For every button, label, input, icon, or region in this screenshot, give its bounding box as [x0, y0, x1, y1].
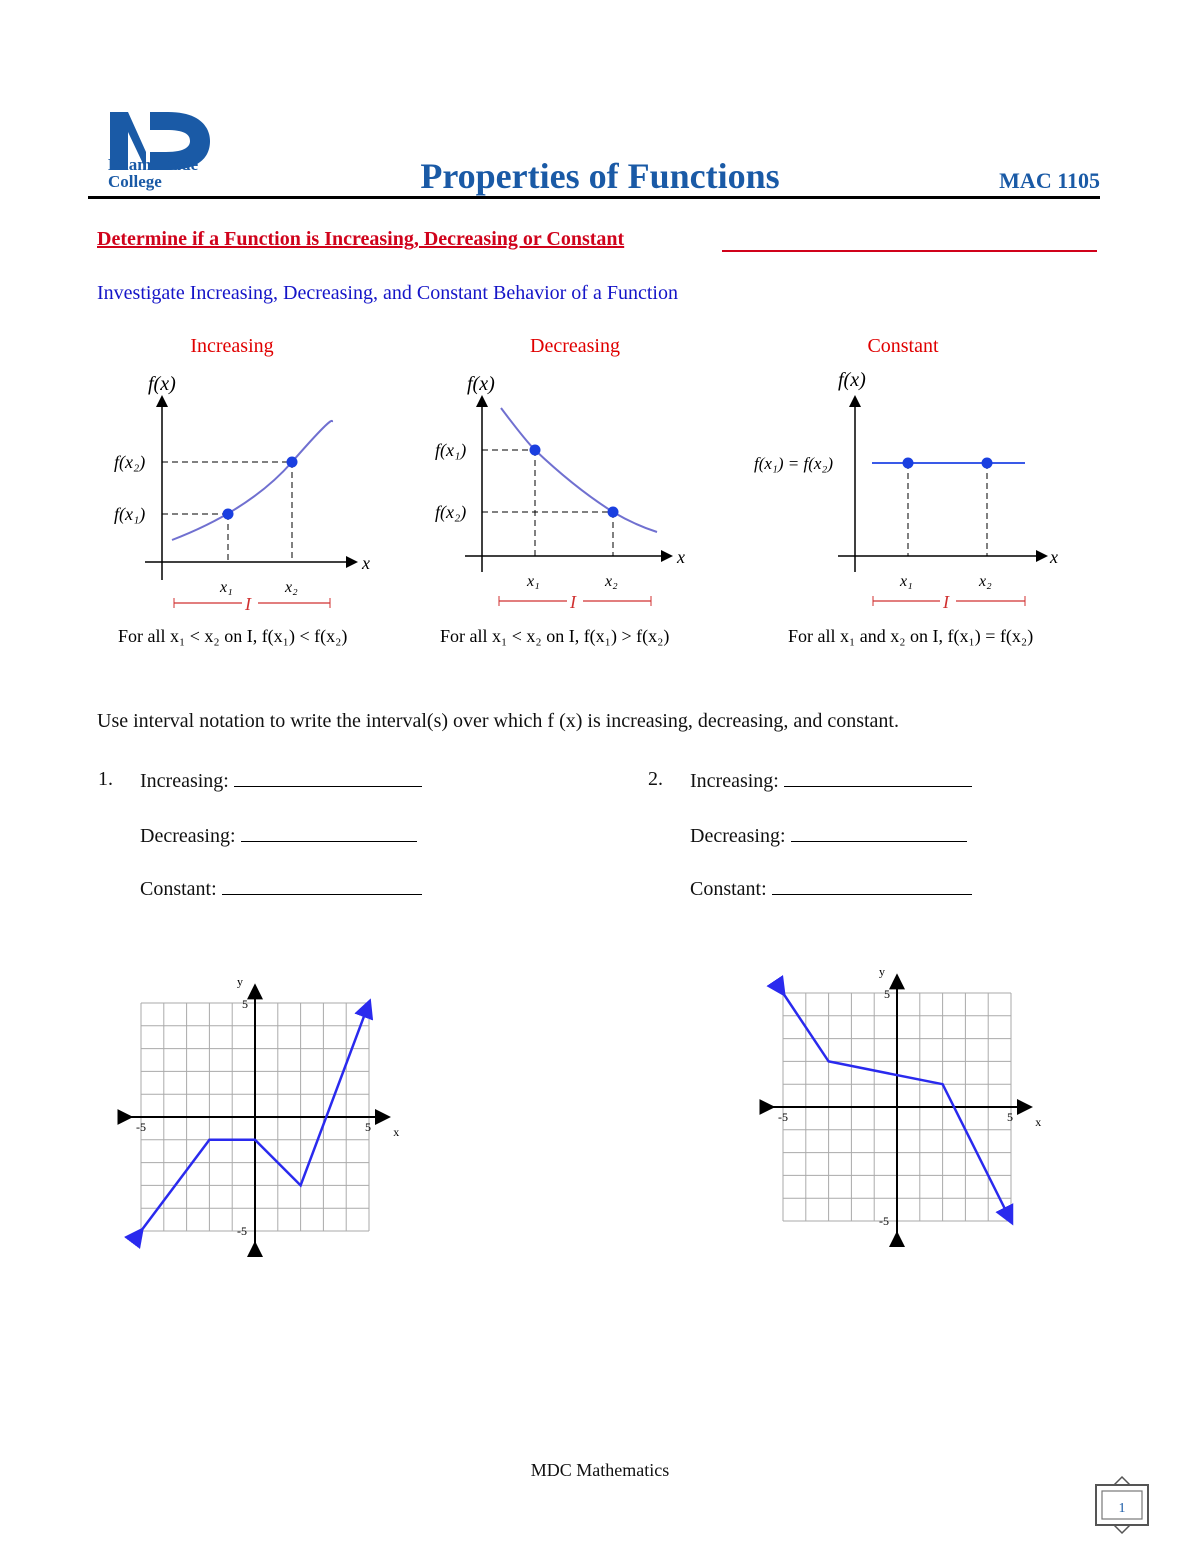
x-max-label: 5 [1007, 1110, 1013, 1124]
increasing-answer-blank[interactable] [234, 768, 422, 787]
point-2 [982, 458, 993, 469]
problem-2-graph [752, 950, 1052, 1250]
page-number-ornament [1090, 1475, 1154, 1535]
constant-label: Constant: [690, 878, 767, 900]
logo-line-2: College [108, 172, 162, 191]
college-logo-text [108, 156, 228, 190]
x-axis-label: x [677, 547, 685, 567]
problem-2-decreasing [690, 823, 967, 848]
tick-fx1-fx2: f(x₁) = f(x₂) [754, 454, 833, 473]
tick-x1: x₁ [900, 573, 913, 590]
tick-fx2: f(x₂) [114, 452, 146, 472]
y-axis-label: f(x) [838, 369, 866, 391]
y-max-label: 5 [884, 987, 890, 1001]
y-min-label: -5 [237, 1224, 247, 1238]
tick-x2: x₂ [605, 573, 618, 590]
decreasing-answer-blank[interactable] [791, 823, 967, 842]
tick-x2: x₂ [285, 579, 298, 596]
increasing-answer-blank[interactable] [784, 768, 972, 787]
tick-fx1: f(x₁) [114, 504, 146, 524]
interval-label: I [245, 594, 251, 614]
increasing-curve [172, 421, 332, 540]
problem-2-increasing [690, 768, 972, 793]
problem-1-decreasing [140, 823, 417, 848]
problem-2-number: 2. [648, 768, 663, 790]
decreasing-curve [501, 408, 657, 532]
section-heading-underline [722, 250, 1097, 252]
page-number: 1 [1118, 1501, 1126, 1516]
decreasing-caption: For all x₁ < x₂ on I, f(x₁) > f(x₂) [440, 626, 670, 646]
x-axis-label: x [393, 1125, 400, 1139]
interval-label: I [943, 592, 949, 612]
tick-x1: x₁ [527, 573, 540, 590]
footer-text: MDC Mathematics [530, 1460, 670, 1480]
tick-x1: x₁ [220, 579, 233, 596]
page-title: Properties of Functions [420, 156, 780, 196]
problem-1-constant [140, 876, 422, 901]
increasing-label: Increasing: [140, 770, 229, 792]
instruction-text: Use interval notation to write the interval(s) over which f (x) is increasing, decreasing, and constant. [97, 710, 899, 732]
point-2 [287, 457, 298, 468]
y-axis-label: y [879, 964, 885, 979]
decreasing-answer-blank[interactable] [241, 823, 417, 842]
problem-2-constant [690, 876, 972, 901]
constant-label: Constant [867, 335, 939, 357]
point-1 [223, 509, 234, 520]
x-max-label: 5 [365, 1120, 371, 1134]
point-1 [903, 458, 914, 469]
decreasing-diagram [425, 360, 725, 660]
y-min-label: -5 [879, 1214, 889, 1228]
tick-fx1: f(x₁) [435, 440, 467, 460]
y-axis-label: f(x) [467, 373, 495, 395]
decreasing-label: Decreasing: [140, 825, 236, 847]
x-axis-label: x [1035, 1115, 1042, 1129]
increasing-label: Increasing [190, 335, 274, 357]
increasing-diagram [100, 360, 400, 660]
intro-text: Investigate Increasing, Decreasing, and Constant Behavior of a Function [97, 282, 678, 304]
constant-answer-blank[interactable] [222, 876, 422, 895]
constant-caption: For all x₁ and x₂ on I, f(x₁) = f(x₂) [788, 626, 1034, 646]
increasing-caption: For all x₁ < x₂ on I, f(x₁) < f(x₂) [118, 626, 348, 646]
x-axis-label: x [1050, 547, 1058, 567]
course-code: MAC 1105 [999, 168, 1100, 193]
section-heading: Determine if a Function is Increasing, Decreasing or Constant [97, 228, 625, 250]
problem-1-number: 1. [98, 768, 113, 790]
constant-label: Constant: [140, 878, 217, 900]
point-2 [608, 507, 619, 518]
problem-1-increasing [140, 768, 422, 793]
tick-x2: x₂ [979, 573, 992, 590]
y-max-label: 5 [242, 997, 248, 1011]
problem-1-graph [110, 960, 410, 1260]
x-axis-label: x [362, 553, 370, 573]
y-axis-label: f(x) [148, 373, 176, 395]
point-1 [530, 445, 541, 456]
tick-fx2: f(x₂) [435, 502, 467, 522]
decreasing-label: Decreasing [530, 335, 620, 357]
increasing-label: Increasing: [690, 770, 779, 792]
y-axis-label: y [237, 974, 243, 989]
constant-diagram [750, 360, 1080, 660]
x-min-label: -5 [778, 1110, 788, 1124]
header-rule [88, 196, 1100, 199]
logo-line-1: Miami Dade [108, 155, 199, 174]
x-min-label: -5 [136, 1120, 146, 1134]
constant-answer-blank[interactable] [772, 876, 972, 895]
decreasing-label: Decreasing: [690, 825, 786, 847]
interval-label: I [570, 592, 576, 612]
